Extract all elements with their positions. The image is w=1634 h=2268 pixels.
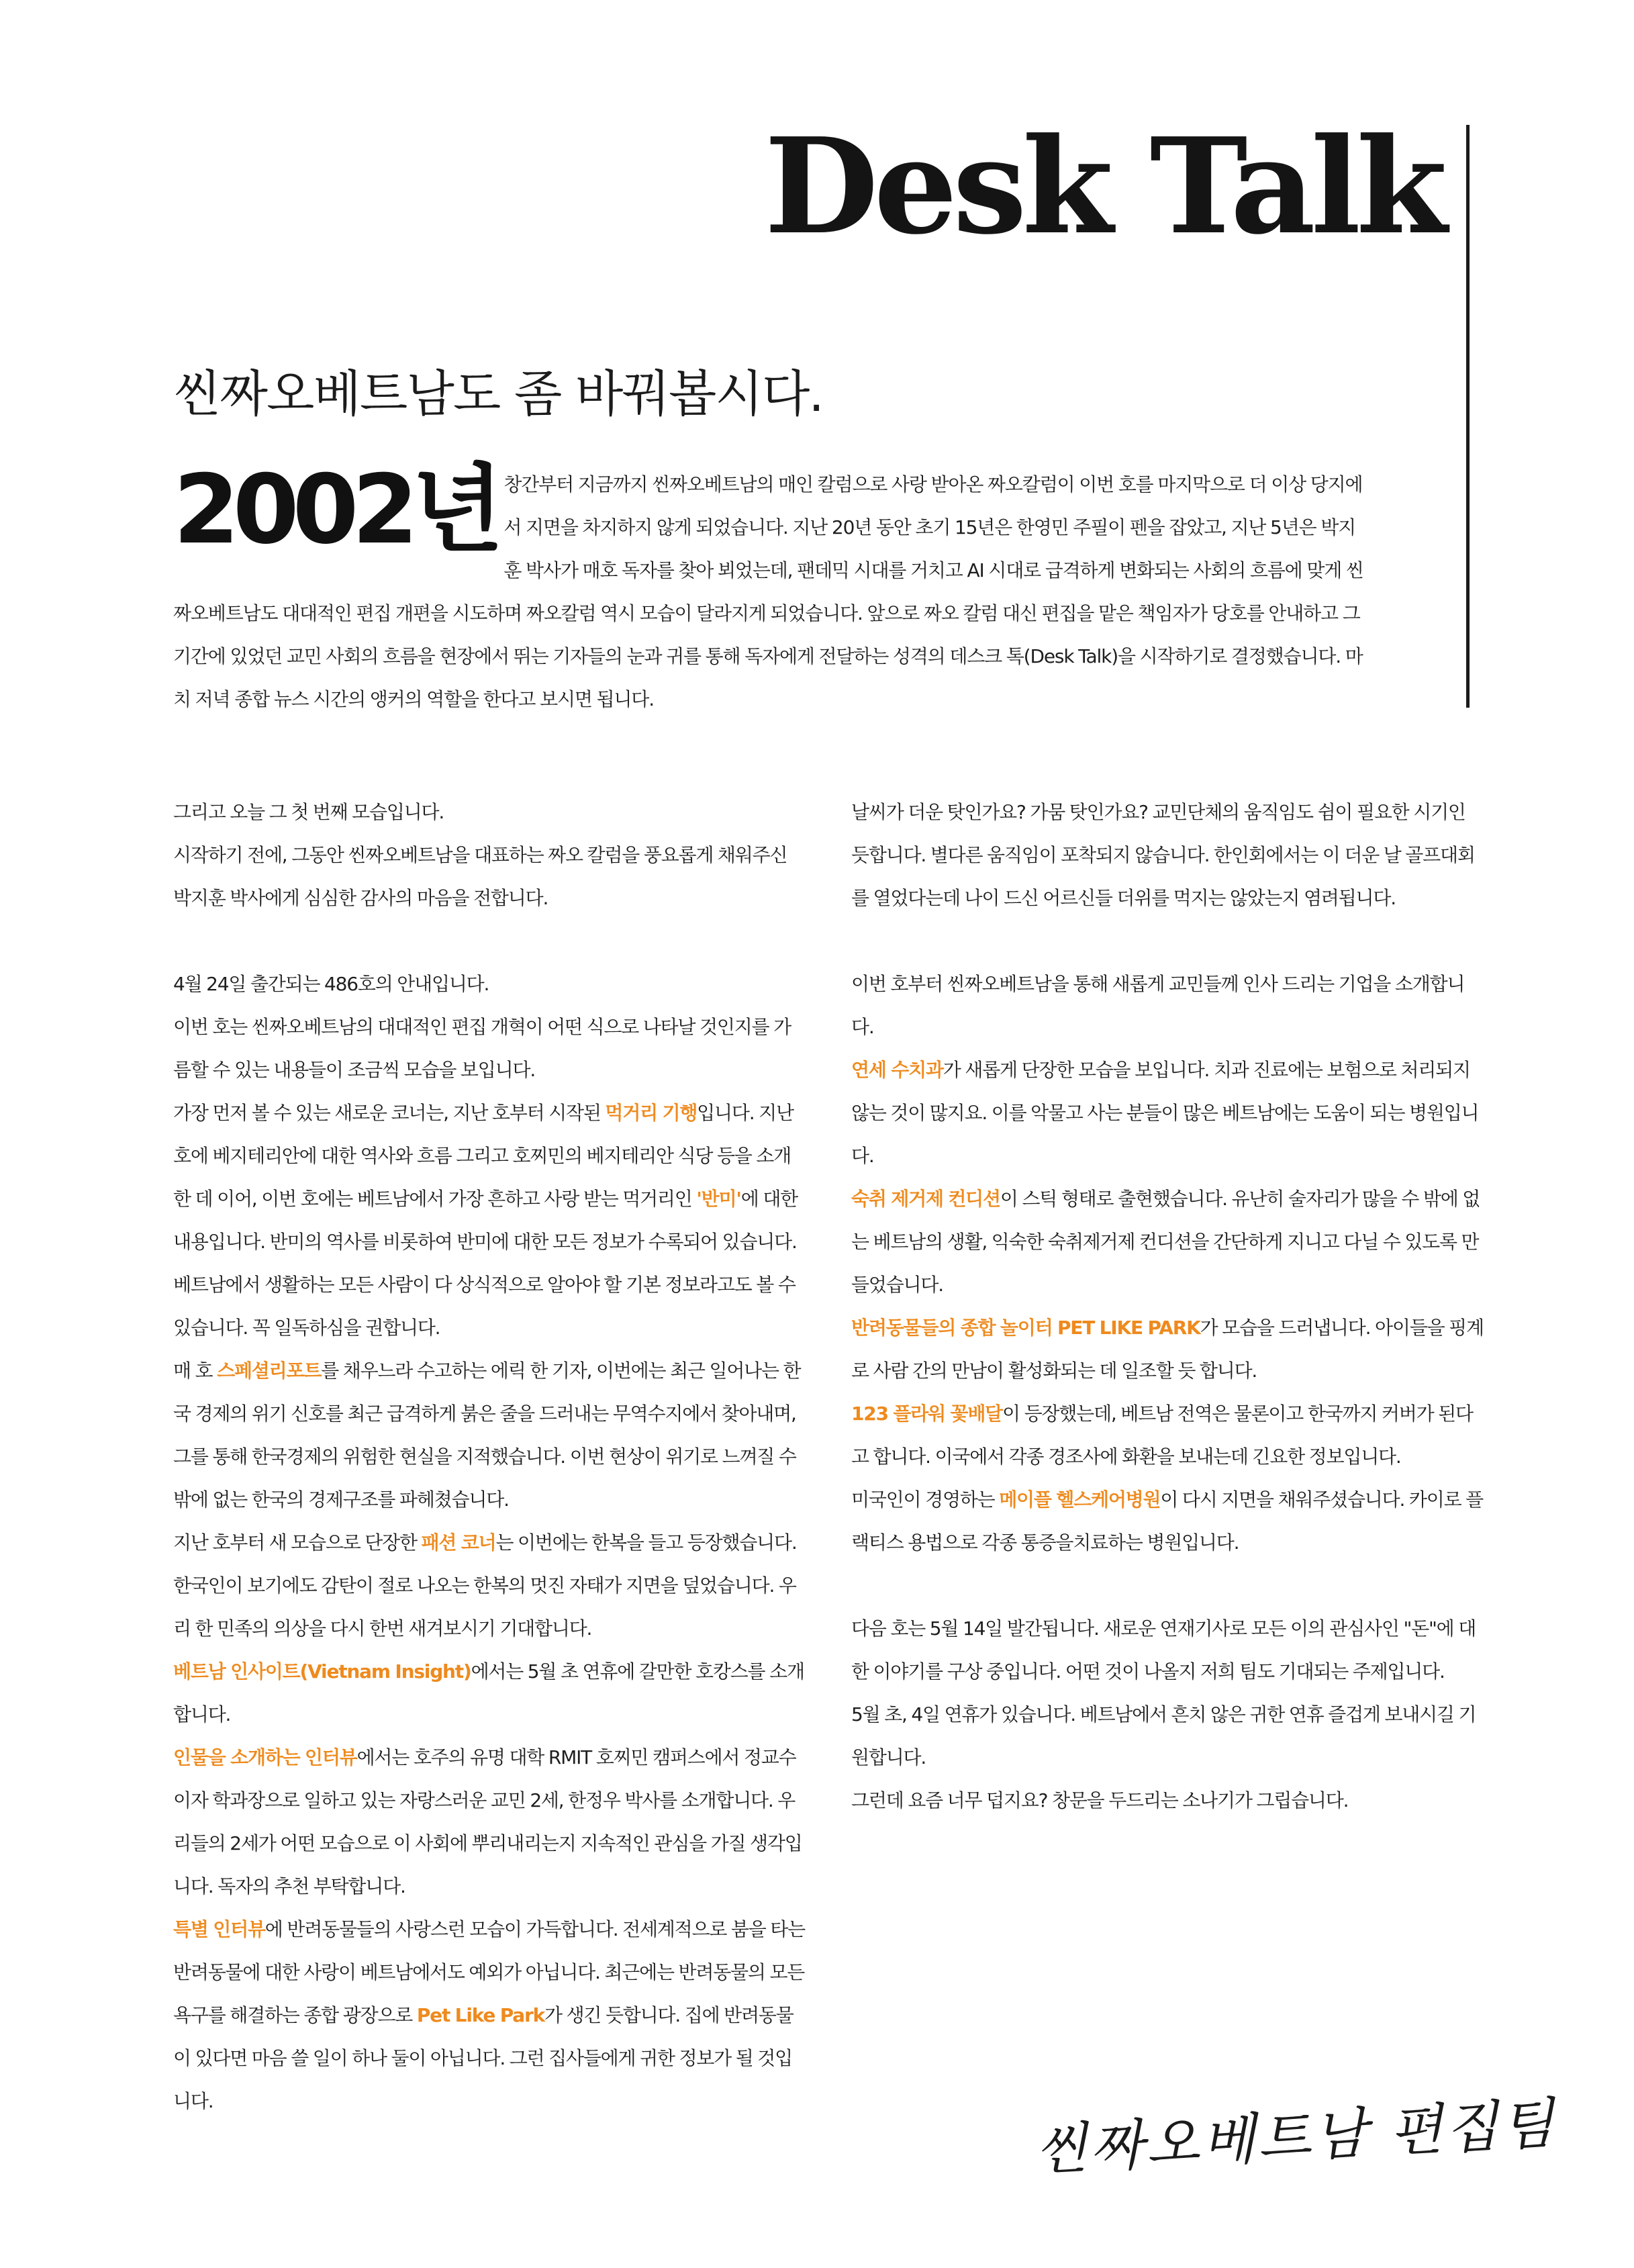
intro-text: 창간부터 지금까지 씬짜오베트남의 매인 칼럼으로 사랑 받아온 짜오칼럼이 이번 호를 마지막으로 더 이상 당지에서 지면을 차지하지 않게 되었습니다. 지난 20년 동안 초기 15년은 한영민 주필이 펜을 잡았고, 지난 5년은 박지훈 박사가 매호 독자를 찾아 뵈었는데, 팬데믹 시대를 거치고 AI 시대로 급격하게 변화되는 사회의 흐름에 맞게 씬짜오베트남도 대대적인 편집 개편을 시도하며 짜오칼럼 역시 모습이 달라지게 되었습니다. 앞으로 짜오 칼럼 대신 편집을 맡은 책임자가 당호를 안내하고 그 기간에 있었던 교민 사회의 흐름을 현장에서 뛰는 기자들의 눈과 귀를 통해 독자에게 전달하는 성격의 데스크 톡(Desk Talk)을 시작하기로 결정했습니다. 마치 저녁 종합 뉴스 시간의 앵커의 역할을 한다고 보시면 됩니다.	[173, 473, 1363, 710]
paragraph: 다음 호는 5월 14일 발간됩니다. 새로운 연재기사로 모든 이의 관심사인 "돈"에 대한 이야기를 구상 중입니다. 어떤 것이 나올지 저희 팀도 기대되는 주제입니다.	[851, 1617, 1476, 1683]
highlight-dental: 연세 수치과	[851, 1059, 943, 1081]
highlight-food-tour: 먹거리 기행	[605, 1102, 698, 1124]
highlight-special-report: 스페셜리포트	[217, 1360, 322, 1382]
intro-paragraph	[173, 455, 1368, 721]
paragraph: 특별 인터뷰에 반려동물들의 사랑스런 모습이 가득합니다. 전세계적으로 붐을 타는 반려동물에 대한 사랑이 베트남에서도 예외가 아닙니다. 최근에는 반려동물의 모든 욕구를 해결하는 종합 광장으로 Pet Like Park가 생긴 듯합니다. 집에 반려동물이 있다면 마음 쓸 일이 하나 둘이 아닙니다. 그런 집사들에게 귀한 정보가 될 것입니다.	[173, 1918, 805, 2112]
paragraph: 123 플라워 꽃배달이 등장했는데, 베트남 전역은 물론이고 한국까지 커버가 된다고 합니다. 이국에서 각종 경조사에 화환을 보내는데 긴요한 정보입니다.	[851, 1403, 1473, 1468]
paragraph-gap	[851, 1564, 1486, 1607]
highlight-banh-mi: '반미'	[696, 1188, 741, 1210]
paragraph: 5월 초, 4일 연휴가 있습니다. 베트남에서 흔치 않은 귀한 연휴 즐겁게 보내시길 기원합니다.	[851, 1703, 1476, 1768]
paragraph: 이번 호부터 씬짜오베트남을 통해 새롭게 교민들께 인사 드리는 기업을 소개합니다.	[851, 973, 1465, 1038]
paragraph: 그런데 요즘 너무 덥지요? 창문을 두드리는 소나기가 그립습니다.	[851, 1789, 1349, 1811]
paragraph: 그리고 오늘 그 첫 번째 모습입니다.	[173, 801, 444, 823]
article-headline: 씬짜오베트남도 좀 바꿔봅시다.	[173, 365, 823, 423]
left-column	[173, 791, 808, 2123]
paragraph: 지난 호부터 새 모습으로 단장한 패션 코너는 이번에는 한복을 들고 등장했습니다. 한국인이 보기에도 감탄이 절로 나오는 한복의 멋진 자태가 지면을 덮었습니다. 우리 한 민족의 의상을 다시 한번 새겨보시기 기대합니다.	[173, 1531, 797, 1640]
editor-signature: 씬짜오베트남 편집팀	[1032, 2091, 1559, 2183]
paragraph: 숙취 제거제 컨디션이 스틱 형태로 출현했습니다. 유난히 술자리가 많을 수 밖에 없는 베트남의 생활, 익숙한 숙취제거제 컨디션을 간단하게 지니고 다닐 수 있도록 만들었습니다.	[851, 1188, 1480, 1296]
paragraph: 이번 호는 씬짜오베트남의 대대적인 편집 개혁이 어떤 식으로 나타날 것인지를 가름할 수 있는 내용들이 조금씩 모습을 보입니다.	[173, 1016, 791, 1081]
highlight-interview: 인물을 소개하는 인터뷰	[173, 1746, 357, 1768]
paragraph: 베트남 인사이트(Vietnam Insight)에서는 5월 초 연휴에 갈만한 호캉스를 소개합니다.	[173, 1660, 804, 1726]
highlight-vietnam-insight: 베트남 인사이트(Vietnam Insight)	[173, 1660, 471, 1683]
right-column	[851, 791, 1486, 1822]
paragraph: 가장 먼저 볼 수 있는 새로운 코너는, 지난 호부터 시작된 먹거리 기행입니다. 지난 호에 베지테리안에 대한 역사와 흐름 그리고 호찌민의 베지테리안 식당 등을 소개한 데 이어, 이번 호에는 베트남에서 가장 흔하고 사랑 받는 먹거리인 '반미'에 대한 내용입니다. 반미의 역사를 비롯하여 반미에 대한 모든 정보가 수록되어 있습니다. 베트남에서 생활하는 모든 사람이 다 상식적으로 알아야 할 기본 정보라고도 볼 수 있습니다. 꼭 일독하심을 권합니다.	[173, 1102, 798, 1339]
paragraph: 미국인이 경영하는 메이플 헬스케어병원이 다시 지면을 채워주셨습니다. 카이로 플랙티스 용법으로 각종 통증을치료하는 병원입니다.	[851, 1489, 1483, 1554]
vertical-rule	[1466, 125, 1470, 708]
paragraph: 반려동물들의 종합 놀이터 PET LIKE PARK가 모습을 드러냅니다. 아이들을 핑계로 사람 간의 만남이 활성화되는 데 일조할 듯 합니다.	[851, 1317, 1484, 1382]
highlight-pet-like-park: Pet Like Park	[416, 2004, 545, 2026]
highlight-flower: 123 플라워 꽃배달	[851, 1403, 1003, 1425]
paragraph: 매 호 스페셜리포트를 채우느라 수고하는 에릭 한 기자, 이번에는 최근 일어나는 한국 경제의 위기 신호를 최근 급격하게 붉은 줄을 드러내는 무역수지에서 찾아내며, 그를 통해 한국경제의 위험한 현실을 지적했습니다. 이번 현상이 위기로 느껴질 수밖에 없는 한국의 경제구조를 파헤쳤습니다.	[173, 1360, 801, 1511]
dropcap-year: 2002년	[173, 455, 497, 565]
paragraph: 날씨가 더운 탓인가요? 가뭄 탓인가요? 교민단체의 움직임도 쉼이 필요한 시기인 듯합니다. 별다른 움직임이 포착되지 않습니다. 한인회에서는 이 더운 날 골프대회를 열었다는데 나이 드신 어르신들 더위를 먹지는 않았는지 염려됩니다.	[851, 801, 1475, 909]
paragraph: 4월 24일 출간되는 486호의 안내입니다.	[173, 973, 489, 995]
paragraph: 시작하기 전에, 그동안 씬짜오베트남을 대표하는 짜오 칼럼을 풍요롭게 채워주신 박지훈 박사에게 심심한 감사의 마음을 전합니다.	[173, 844, 787, 909]
highlight-maple-hospital: 메이플 헬스케어병원	[999, 1489, 1161, 1511]
highlight-hangover: 숙취 제거제 컨디션	[851, 1188, 1000, 1210]
highlight-special-interview: 특별 인터뷰	[173, 1918, 265, 1940]
highlight-fashion: 패션 코너	[421, 1531, 496, 1554]
paragraph-gap	[173, 920, 808, 963]
paragraph: 연세 수치과가 새롭게 단장한 모습을 보입니다. 치과 진료에는 보험으로 처리되지 않는 것이 많지요. 이를 악물고 사는 분들이 많은 베트남에는 도움이 되는 병원입니다.	[851, 1059, 1479, 1167]
paragraph: 인물을 소개하는 인터뷰에서는 호주의 유명 대학 RMIT 호찌민 캠퍼스에서 정교수이자 학과장으로 일하고 있는 자랑스러운 교민 2세, 한정우 박사를 소개합니다. 우리들의 2세가 어떤 모습으로 이 사회에 뿌리내리는지 지속적인 관심을 가질 생각입니다. 독자의 추천 부탁합니다.	[173, 1746, 802, 1897]
paragraph-gap	[851, 920, 1486, 963]
highlight-pet-park: 반려동물들의 종합 놀이터 PET LIKE PARK	[851, 1317, 1200, 1339]
masthead-title: Desk Talk	[764, 109, 1443, 264]
